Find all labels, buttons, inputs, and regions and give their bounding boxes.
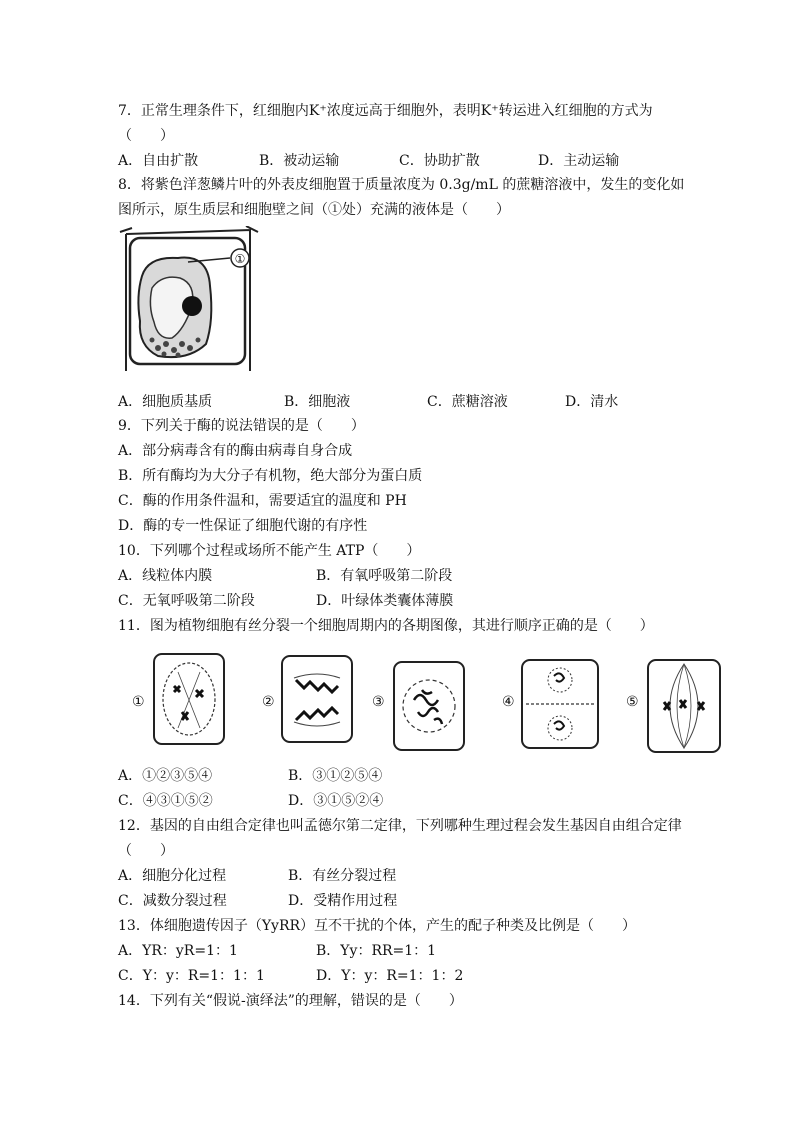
plasmolysis-cell-figure	[118, 226, 278, 376]
figure-label-phase-5: ⑤	[626, 694, 639, 710]
q12-stem-line2: （ ）	[118, 843, 174, 859]
q9-option-d[interactable]: D．酶的专一性保证了细胞代谢的有序性	[118, 518, 368, 534]
q9-option-c[interactable]: C．酶的作用条件温和，需要适宜的温度和 PH	[118, 493, 407, 509]
q8-option-d[interactable]: D．清水	[565, 394, 619, 410]
q10-stem: 10．下列哪个过程或场所不能产生 ATP（ ）	[118, 543, 421, 559]
q7-option-c[interactable]: C．协助扩散	[399, 153, 480, 169]
q7-stem-line2: （ ）	[118, 128, 174, 144]
q11-option-d[interactable]: D．③①⑤②④	[288, 793, 384, 809]
q11-option-c[interactable]: C．④③①⑤②	[118, 793, 213, 809]
q12-option-a[interactable]: A．细胞分化过程	[118, 868, 227, 884]
q7-stem-line1: 7．正常生理条件下，红细胞内K⁺浓度远高于细胞外，表明K⁺转运进入红细胞的方式为	[118, 103, 653, 119]
q10-option-c[interactable]: C．无氧呼吸第二阶段	[118, 593, 255, 609]
q8-stem-line1: 8．将紫色洋葱鳞片叶的外表皮细胞置于质量浓度为 0.3g/mL 的蔗糖溶液中，发生的变化如	[118, 177, 685, 193]
q13-stem: 13．体细胞遗传因子（YyRR）互不干扰的个体，产生的配子种类及比例是（ ）	[118, 918, 637, 934]
q9-option-b[interactable]: B．所有酶均为大分子有机物，绝大部分为蛋白质	[118, 468, 423, 484]
q8-option-c[interactable]: C．蔗糖溶液	[427, 394, 508, 410]
q12-option-b[interactable]: B．有丝分裂过程	[288, 868, 397, 884]
q11-stem: 11．图为植物细胞有丝分裂一个细胞周期内的各期图像，其进行顺序正确的是（ ）	[118, 618, 654, 634]
figure-label-phase-2: ②	[262, 694, 275, 710]
q8-option-a[interactable]: A．细胞质基质	[118, 394, 213, 410]
q10-option-d[interactable]: D．叶绿体类囊体薄膜	[316, 593, 454, 609]
figure-label-phase-4: ④	[502, 694, 515, 710]
figure-label-phase-3: ③	[372, 694, 385, 710]
q11-option-a[interactable]: A．①②③⑤④	[118, 768, 213, 784]
q13-option-d[interactable]: D．Y：y：R=1：1：2	[316, 968, 464, 984]
q9-stem: 9．下列关于酶的说法错误的是（ ）	[118, 418, 365, 434]
q10-option-a[interactable]: A．线粒体内膜	[118, 568, 213, 584]
q13-option-c[interactable]: C．Y：y：R=1：1：1	[118, 968, 265, 984]
q7-option-d[interactable]: D．主动运输	[538, 153, 620, 169]
q13-option-b[interactable]: B．Yy：RR=1：1	[316, 943, 437, 959]
q9-option-a[interactable]: A．部分病毒含有的酶由病毒自身合成	[118, 443, 353, 459]
q10-option-b[interactable]: B．有氧呼吸第二阶段	[316, 568, 453, 584]
q12-option-d[interactable]: D．受精作用过程	[288, 893, 398, 909]
figure-label-1: ①	[234, 252, 246, 266]
figure-label-phase-1: ①	[132, 694, 145, 710]
q8-stem-line2: 图所示，原生质层和细胞壁之间（①处）充满的液体是（ ）	[118, 202, 510, 218]
q12-stem-line1: 12．基因的自由组合定律也叫孟德尔第二定律，下列哪种生理过程会发生基因自由组合定律	[118, 818, 682, 834]
q7-option-a[interactable]: A．自由扩散	[118, 153, 199, 169]
mitosis-phases-figure	[118, 650, 738, 760]
q13-option-a[interactable]: A．YR：yR=1：1	[118, 943, 238, 959]
q12-option-c[interactable]: C．减数分裂过程	[118, 893, 227, 909]
q7-option-b[interactable]: B．被动运输	[259, 153, 340, 169]
q11-option-b[interactable]: B．③①②⑤④	[288, 768, 383, 784]
q14-stem: 14．下列有关“假说-演绎法”的理解，错误的是（ ）	[118, 993, 463, 1009]
q8-option-b[interactable]: B．细胞液	[284, 394, 351, 410]
